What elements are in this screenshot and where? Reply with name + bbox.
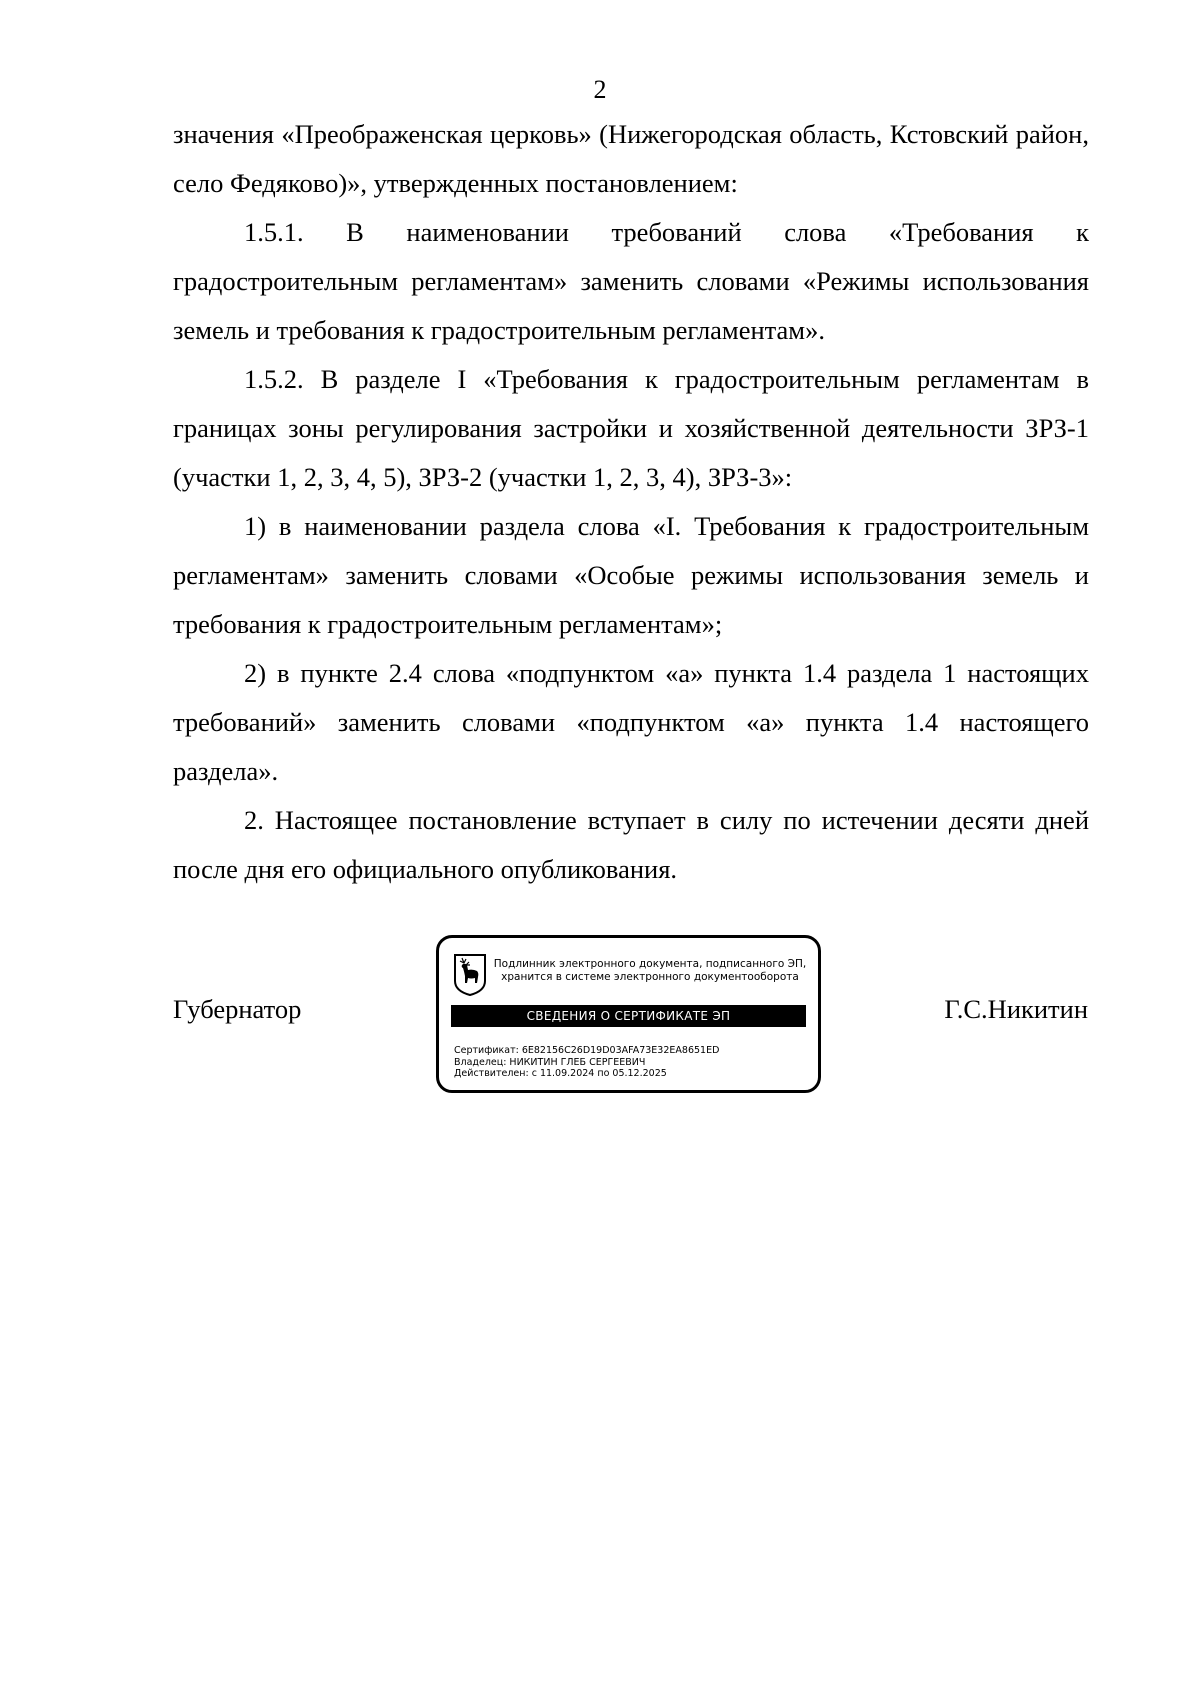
paragraph-continuation: значения «Преображенская церковь» (Нижегородская область, Кстовский район, село Федяково)», утвержденных постановлением: (173, 119, 1089, 198)
paragraph-1-5-1: 1.5.1. В наименовании требований слова «Требования к градостроительным регламентам» заменить словами «Режимы использования земель и требования к градостроительным регламентам». (173, 217, 1089, 345)
document-body (173, 110, 1089, 894)
page-number: 2 (593, 75, 607, 104)
paragraph-1-5-2: 1.5.2. В разделе I «Требования к градостроительным регламентам в границах зоны регулирования застройки и хозяйственной деятельности ЗРЗ-1 (участки 1, 2, 3, 4, 5), ЗРЗ-2 (участки 1, 2, 3, 4), ЗРЗ-3»: (173, 364, 1089, 492)
stamp-header-line: Подлинник электронного документа, подписанного ЭП, (493, 958, 807, 970)
deer-emblem-icon (453, 953, 487, 996)
signer-position: Губернатор (173, 994, 302, 1024)
electronic-signature-stamp (436, 935, 821, 1093)
paragraph-item-1: 1) в наименовании раздела слова «I. Требования к градостроительным регламентам» заменить словами «Особые режимы использования земель и требования к градостроительным регламентам»; (173, 511, 1089, 639)
stamp-certificate-title-bar: СВЕДЕНИЯ О СЕРТИФИКАТЕ ЭП (451, 1005, 806, 1027)
stamp-certificate-details (454, 1045, 719, 1080)
certificate-owner: Владелец: НИКИТИН ГЛЕБ СЕРГЕЕВИЧ (454, 1056, 646, 1068)
certificate-number: Сертификат: 6E82156C26D19D03AFA73E32EA8651ED (454, 1045, 720, 1056)
certificate-validity: Действителен: с 11.09.2024 по 05.12.2025 (454, 1068, 667, 1079)
stamp-header (489, 958, 811, 984)
signer-name: Г.С.Никитин (944, 994, 1088, 1024)
paragraph-effective-date: 2. Настоящее постановление вступает в силу по истечении десяти дней после дня его официального опубликования. (173, 805, 1089, 884)
stamp-header-line: хранится в системе электронного документооборота (501, 971, 799, 983)
paragraph-item-2: 2) в пункте 2.4 слова «подпунктом «а» пункта 1.4 раздела 1 настоящих требований» заменить словами «подпунктом «а» пункта 1.4 настоящего раздела». (173, 658, 1089, 786)
